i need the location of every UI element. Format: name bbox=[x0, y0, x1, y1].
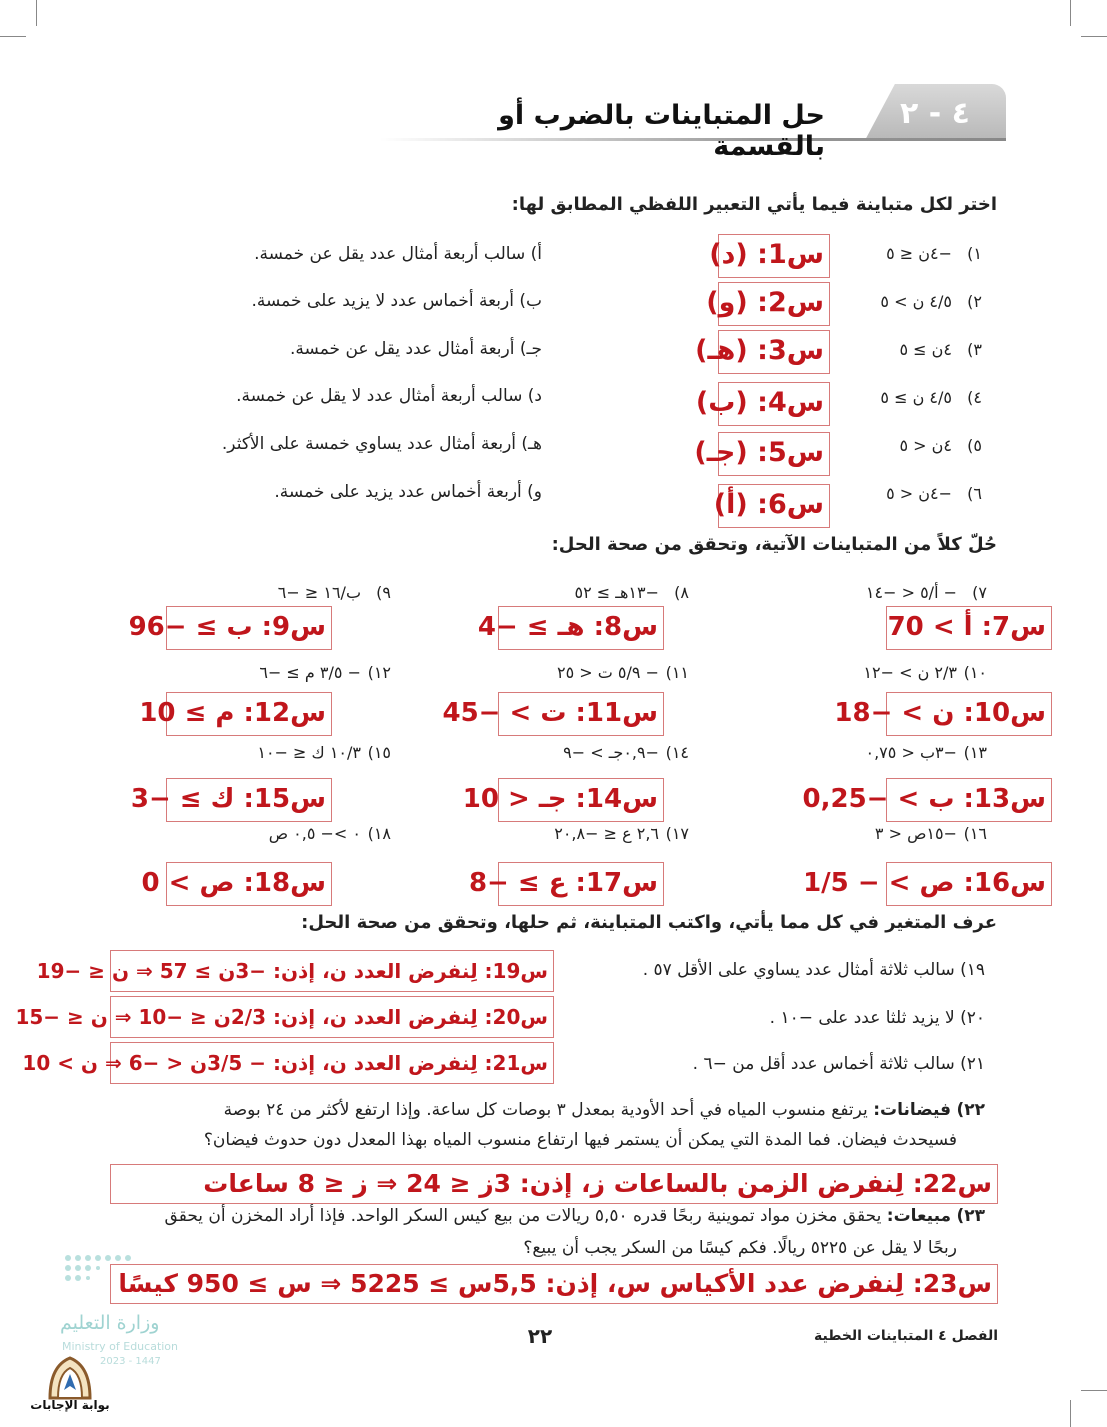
answer-box: س7: أ > 70 bbox=[886, 606, 1052, 650]
crop-mark bbox=[1081, 36, 1107, 37]
inequality: ٤ن < ٥ bbox=[899, 436, 952, 455]
problem-number: ٢) bbox=[967, 292, 982, 311]
inequality: ٢,٦ ع ≤ −٢٠,٨ bbox=[554, 824, 659, 843]
crop-mark bbox=[1070, 1400, 1071, 1427]
inequality: ٤/٥ ن ≥ ٥ bbox=[880, 388, 952, 407]
ministry-logo-dots bbox=[62, 1252, 142, 1292]
answer-box: س3: (هـ) bbox=[718, 330, 830, 374]
answer-box: س21: لِنفرض العدد ن، إذن: − 3/5ن < −6 ⇒ ن > 10 bbox=[110, 1042, 554, 1084]
answer-box: س14: جـ < 10 bbox=[498, 778, 664, 822]
problem-number: ١٠) bbox=[963, 663, 987, 682]
inequality: ١٠/٣ ك ≤ −١٠ bbox=[257, 743, 361, 762]
ministry-name-en: Ministry of Education bbox=[62, 1340, 179, 1353]
inequality: ب/١٦ ≤ −٦ bbox=[277, 583, 361, 602]
q23-label: ٢٣) bbox=[956, 1206, 985, 1226]
inequality: − ٣/٥ م ≥ −٦ bbox=[259, 663, 361, 682]
crop-mark bbox=[1081, 1390, 1107, 1391]
answer-box: س12: م ≥ 10 bbox=[166, 692, 332, 736]
inequality: −١٥ص < ٣ bbox=[874, 824, 957, 843]
problem-number: ١٤) bbox=[665, 743, 689, 762]
section1-instruction: اختر لكل متباينة فيما يأتي التعبير اللفظي المطابق لها: bbox=[511, 194, 997, 215]
answer-box: س8: هـ ≥ −4 bbox=[498, 606, 664, 650]
inequality: − ٥/٩ ت < ٢٥ bbox=[557, 663, 659, 682]
inequality: ٤/٥ ن > ٥ bbox=[880, 292, 952, 311]
q23-line2: ربحًا لا يقل عن ٥٢٢٥ ريالًا. فكم كيسًا من السكر يجب أن يبيع؟ bbox=[523, 1238, 957, 1258]
answer-box: س6: (أ) bbox=[718, 484, 830, 528]
problem-number: ٦) bbox=[967, 484, 982, 503]
ministry-year: 2023 - 1447 bbox=[100, 1356, 161, 1367]
chapter-footer: الفصل ٤ المتباينات الخطية bbox=[813, 1328, 998, 1344]
option-item: و) أربعة أخماس عدد يزيد على خمسة. bbox=[274, 482, 542, 502]
inequality: ٢/٣ ن > −١٢ bbox=[863, 663, 957, 682]
inequality: −١٣هـ ≥ ٥٢ bbox=[574, 583, 659, 602]
problem-number: ٥) bbox=[967, 436, 982, 455]
q22-topic: فيضانات: bbox=[873, 1100, 952, 1120]
problem-number: ٣) bbox=[967, 340, 982, 359]
inequality: −٤ن ≤ ٥ bbox=[886, 244, 952, 263]
problem-number: ٤) bbox=[967, 388, 982, 407]
problem-number: ١٦) bbox=[963, 824, 987, 843]
section2-instruction: حُلّ كلاً من المتباينات الآتية، وتحقق من صحة الحل: bbox=[551, 534, 997, 555]
answer-box: س13: ب > −0,25 bbox=[886, 778, 1052, 822]
section3-instruction: عرف المتغير في كل مما يأتي، واكتب المتباينة، ثم حلها، وتحقق من صحة الحل: bbox=[301, 912, 997, 933]
problem-number: ١٣) bbox=[963, 743, 987, 762]
word-problem: ٢٠) لا يزيد ثلثا عدد على −١٠ . bbox=[769, 1008, 985, 1028]
ministry-name-ar: وزارة التعليم bbox=[60, 1312, 160, 1334]
answer-box: س4: (ب) bbox=[718, 382, 830, 426]
inequality: ٠ >− ٠,٥ ص bbox=[268, 824, 361, 843]
answer-box: س5: (جـ) bbox=[718, 432, 830, 476]
problem-number: ٧) bbox=[972, 583, 987, 602]
option-item: جـ) أربعة أمثال عدد يقل عن خمسة. bbox=[290, 339, 542, 359]
answer-box: س15: ك ≥ −3 bbox=[166, 778, 332, 822]
problem-number: ٩) bbox=[376, 583, 391, 602]
inequality: −٤ن < ٥ bbox=[886, 484, 952, 503]
answer-box: س1: (د) bbox=[718, 234, 830, 278]
answer-box: س23: لِنفرض عدد الأكياس س، إذن: 5,5س ≥ 5225 ⇒ س ≥ 950 كيسًا bbox=[110, 1264, 998, 1304]
page-title: حل المتباينات بالضرب أو بالقسمة bbox=[498, 100, 825, 162]
option-item: د) سالب أربعة أمثال عدد لا يقل عن خمسة. bbox=[236, 386, 542, 406]
site-name: بوابة الإجابات bbox=[30, 1398, 110, 1412]
q23-topic: مبيعات: bbox=[886, 1206, 952, 1226]
answer-box: س17: ع ≥ −8 bbox=[498, 862, 664, 906]
problem-number: ١٥) bbox=[367, 743, 391, 762]
answer-box: س2: (و) bbox=[718, 282, 830, 326]
option-item: أ) سالب أربعة أمثال عدد يقل عن خمسة. bbox=[254, 244, 542, 264]
inequality: − أ/٥ < −١٤ bbox=[865, 583, 957, 602]
inequality: −٣ب < ٠,٧٥ bbox=[865, 743, 957, 762]
answer-box: س16: ص > − 1/5 bbox=[886, 862, 1052, 906]
problem-number: ١) bbox=[967, 244, 982, 263]
q22-line2: فسيحدث فيضان. فما المدة التي يمكن أن يستمر فيها ارتفاع منسوب المياه بهذا المعدل دون حدوث فيضان؟ bbox=[203, 1130, 957, 1150]
word-problem: ٢١) سالب ثلاثة أخماس عدد أقل من −٦ . bbox=[692, 1054, 985, 1074]
problem-number: ٨) bbox=[674, 583, 689, 602]
option-item: ب) أربعة أخماس عدد لا يزيد على خمسة. bbox=[251, 291, 542, 311]
problem-number: ١٨) bbox=[367, 824, 391, 843]
q22-text: يرتفع منسوب المياه في أحد الأودية بمعدل ٣ بوصات كل ساعة. وإذا ارتفع لأكثر من ٢٤ بوصة bbox=[223, 1100, 868, 1120]
crop-mark bbox=[1070, 0, 1071, 26]
q22-line1 bbox=[224, 1100, 985, 1120]
problem-number: ١١) bbox=[665, 663, 689, 682]
option-item: هـ) أربعة أمثال عدد يساوي خمسة على الأكثر. bbox=[221, 434, 542, 454]
crop-mark bbox=[0, 36, 26, 37]
word-problem: ١٩) سالب ثلاثة أمثال عدد يساوي على الأقل ٥٧ . bbox=[642, 960, 985, 980]
answer-box: س11: ت > −45 bbox=[498, 692, 664, 736]
answer-box: س9: ب ≥ −96 bbox=[166, 606, 332, 650]
inequality: ٤ن ≥ ٥ bbox=[899, 340, 952, 359]
answer-box: س18: ص > 0 bbox=[166, 862, 332, 906]
answer-box: س20: لِنفرض العدد ن، إذن: 2/3ن ≤ −10 ⇒ ن ≤ −15 bbox=[110, 996, 554, 1038]
problem-number: ١٢) bbox=[367, 663, 391, 682]
crop-mark bbox=[36, 0, 37, 26]
lesson-number: ٤ - ٢ bbox=[900, 96, 970, 131]
q22-label: ٢٢) bbox=[956, 1100, 985, 1120]
q23-line1 bbox=[165, 1206, 985, 1226]
page-number: ٢٢ bbox=[527, 1324, 553, 1348]
inequality: −٠,٩جـ > −٩ bbox=[563, 743, 659, 762]
answer-box: س22: لِنفرض الزمن بالساعات ز، إذن: 3ز ≤ 24 ⇒ ز ≤ 8 ساعات bbox=[110, 1164, 998, 1204]
problem-number: ١٧) bbox=[665, 824, 689, 843]
answer-box: س19: لِنفرض العدد ن، إذن: −3ن ≥ 57 ⇒ ن ≤ −19 bbox=[110, 950, 554, 992]
q23-text: يحقق مخزن مواد تموينية ربحًا قدره ٥,٥٠ ريالات من بيع كيس السكر الواحد. فإذا أراد المخزن أن يحقق bbox=[164, 1206, 882, 1226]
answer-box: س10: ن > −18 bbox=[886, 692, 1052, 736]
